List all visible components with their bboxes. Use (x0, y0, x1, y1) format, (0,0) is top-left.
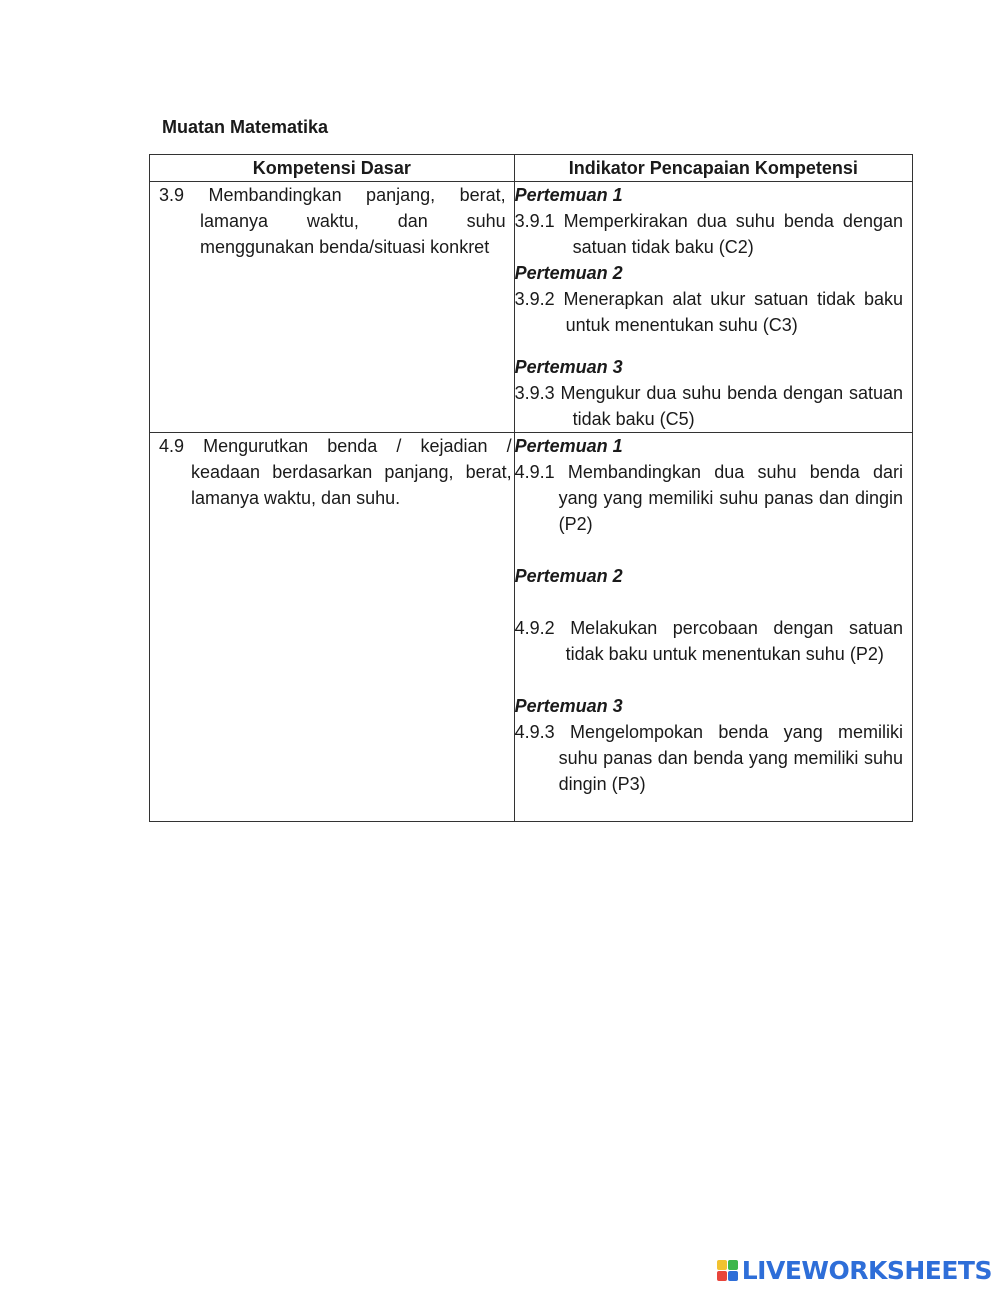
kd-text: 4.9 Mengurutkan benda / kejadian / keadaan berdasarkan panjang, berat, lamanya waktu, dan suhu. (159, 436, 512, 508)
indicator-text: 3.9.3 Mengukur dua suhu benda dengan satuan tidak baku (C5) (514, 383, 903, 429)
liveworksheets-brand (717, 1256, 992, 1285)
competency-table (149, 154, 913, 822)
table-row (150, 182, 913, 433)
logo-tile (717, 1260, 727, 1270)
header-indikator: Indikator Pencapaian Kompetensi (514, 155, 912, 182)
meeting-label: Pertemuan 1 (514, 185, 623, 205)
indicator-text: 3.9.1 Memperkirakan dua suhu benda dengan satuan tidak baku (C2) (514, 211, 903, 257)
meeting-label: Pertemuan 1 (514, 436, 623, 456)
document-title: Muatan Matematika (162, 117, 329, 137)
meeting-label: Pertemuan 3 (514, 696, 623, 716)
indicator-cell (514, 433, 912, 822)
liveworksheets-logo-icon (717, 1260, 738, 1281)
header-kompetensi-dasar: Kompetensi Dasar (150, 155, 515, 182)
logo-tile (728, 1271, 738, 1281)
indicator-text: 4.9.1 Membandingkan dua suhu benda dari yang yang memiliki suhu panas dan dingin (P2) (514, 462, 903, 534)
meeting-label: Pertemuan 3 (514, 357, 623, 377)
indicator-text: 3.9.2 Menerapkan alat ukur satuan tidak baku untuk menentukan suhu (C3) (514, 289, 903, 335)
kd-cell (150, 182, 515, 433)
indicator-text: 4.9.2 Melakukan percobaan dengan satuan tidak baku untuk menentukan suhu (P2) (514, 618, 903, 664)
brand-wordmark: LIVEWORKSHEETS (741, 1256, 992, 1285)
table-row (150, 433, 913, 822)
table-header-row (150, 155, 913, 182)
indicator-cell (514, 182, 912, 433)
indicator-text: 4.9.3 Mengelompokan benda yang memiliki suhu panas dan benda yang memiliki suhu dingin (P3) (514, 722, 903, 794)
logo-tile (717, 1271, 727, 1281)
logo-tile (728, 1260, 738, 1270)
kd-cell (150, 433, 515, 822)
meeting-label: Pertemuan 2 (514, 566, 623, 586)
meeting-label: Pertemuan 2 (514, 263, 623, 283)
kd-text: 3.9 Membandingkan panjang, berat, lamanya waktu, dan suhu menggunakan benda/situasi konkret (159, 185, 506, 257)
